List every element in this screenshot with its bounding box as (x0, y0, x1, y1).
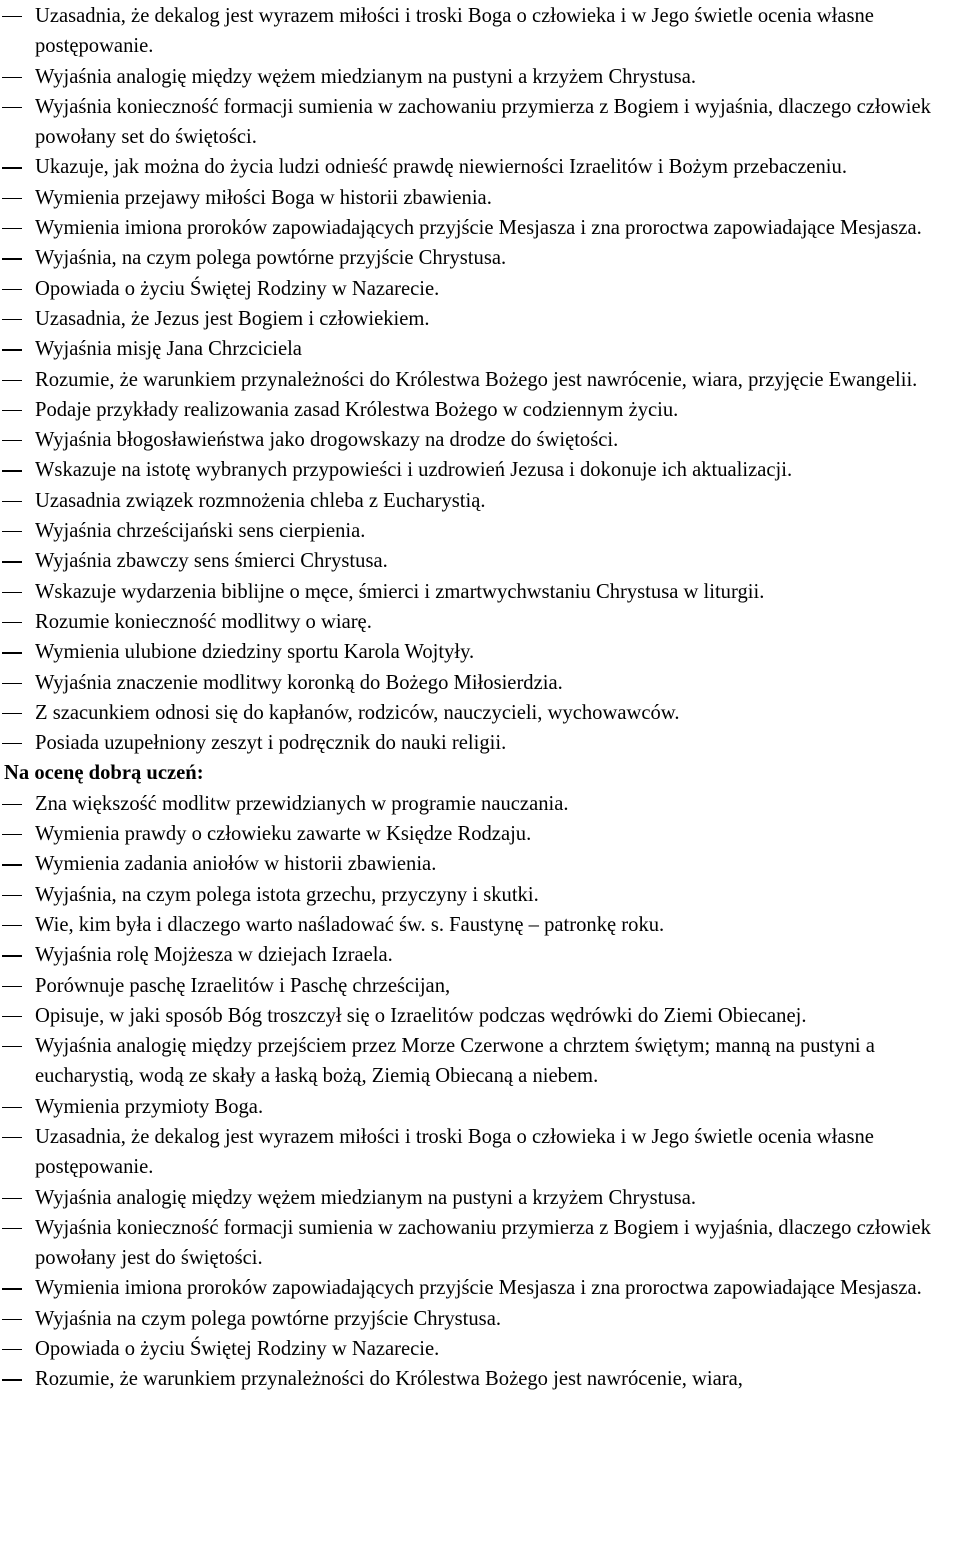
list-item: Opisuje, w jaki sposób Bóg troszczył się o Izraelitów podczas wędrówki do Ziemi Obiecanej. (0, 1001, 960, 1031)
list-item: Wyjaśnia misję Jana Chrzciciela (0, 334, 960, 364)
list-item: Rozumie konieczność modlitwy o wiarę. (0, 607, 960, 637)
list-item: Uzasadnia, że dekalog jest wyrazem miłości i troski Boga o człowieka i w Jego świetle ocenia własne postępowanie. (0, 1, 960, 62)
list-item: Wyjaśnia konieczność formacji sumienia w zachowaniu przymierza z Bogiem i wyjaśnia, dlaczego człowiek powołany jest do świętości. (0, 1213, 960, 1274)
list-item: Wyjaśnia znaczenie modlitwy koronką do Bożego Miłosierdzia. (0, 668, 960, 698)
list-item: Opowiada o życiu Świętej Rodziny w Nazarecie. (0, 1334, 960, 1364)
list-item: Wyjaśnia analogię między wężem miedzianym na pustyni a krzyżem Chrystusa. (0, 1183, 960, 1213)
list-item: Wie, kim była i dlaczego warto naśladować św. s. Faustynę – patronkę roku. (0, 910, 960, 940)
list-item: Uzasadnia, że dekalog jest wyrazem miłości i troski Boga o człowieka i w Jego świetle ocenia własne postępowanie. (0, 1122, 960, 1183)
list-item: Wyjaśnia rolę Mojżesza w dziejach Izraela. (0, 940, 960, 970)
list-item: Wyjaśnia konieczność formacji sumienia w zachowaniu przymierza z Bogiem i wyjaśnia, dlaczego człowiek powołany set do świętości. (0, 92, 960, 153)
list-item: Porównuje paschę Izraelitów i Paschę chrześcijan, (0, 971, 960, 1001)
list-item: Wskazuje wydarzenia biblijne o męce, śmierci i zmartwychwstaniu Chrystusa w liturgii. (0, 577, 960, 607)
list-item: Ukazuje, jak można do życia ludzi odnieść prawdę niewierności Izraelitów i Bożym przebaczeniu. (0, 152, 960, 182)
list-item: Uzasadnia związek rozmnożenia chleba z Eucharystią. (0, 486, 960, 516)
list-item: Wymienia zadania aniołów w historii zbawienia. (0, 849, 960, 879)
list-item: Podaje przykłady realizowania zasad Królestwa Bożego w codziennym życiu. (0, 395, 960, 425)
list-item: Wymienia przymioty Boga. (0, 1092, 960, 1122)
list-item: Opowiada o życiu Świętej Rodziny w Nazarecie. (0, 274, 960, 304)
list-item: Wyjaśnia, na czym polega powtórne przyjście Chrystusa. (0, 243, 960, 273)
list-item: Posiada uzupełniony zeszyt i podręcznik do nauki religii. (0, 728, 960, 758)
list-item: Wyjaśnia błogosławieństwa jako drogowskazy na drodze do świętości. (0, 425, 960, 455)
list-item: Rozumie, że warunkiem przynależności do Królestwa Bożego jest nawrócenie, wiara, przyjęcie Ewangelii. (0, 365, 960, 395)
list-item: Uzasadnia, że Jezus jest Bogiem i człowiekiem. (0, 304, 960, 334)
list-item: Wymienia prawdy o człowieku zawarte w Księdze Rodzaju. (0, 819, 960, 849)
list-item: Wymienia imiona proroków zapowiadających przyjście Mesjasza i zna proroctwa zapowiadające Mesjasza. (0, 213, 960, 243)
section-heading-good-grade: Na ocenę dobrą uczeń: (4, 762, 204, 785)
list-item: Wymienia imiona proroków zapowiadających przyjście Mesjasza i zna proroctwa zapowiadające Mesjasza. (0, 1273, 960, 1303)
list-item: Zna większość modlitw przewidzianych w programie nauczania. (0, 789, 960, 819)
list-item: Wyjaśnia analogię między wężem miedzianym na pustyni a krzyżem Chrystusa. (0, 62, 960, 92)
requirements-list-top (0, 1, 960, 758)
list-item: Wyjaśnia, na czym polega istota grzechu, przyczyny i skutki. (0, 880, 960, 910)
list-item: Rozumie, że warunkiem przynależności do Królestwa Bożego jest nawrócenie, wiara, (0, 1364, 960, 1394)
list-item: Wyjaśnia na czym polega powtórne przyjście Chrystusa. (0, 1304, 960, 1334)
requirements-list-good-grade (0, 789, 960, 1395)
list-item: Z szacunkiem odnosi się do kapłanów, rodziców, nauczycieli, wychowawców. (0, 698, 960, 728)
list-item: Wymienia ulubione dziedziny sportu Karola Wojtyły. (0, 637, 960, 667)
list-item: Wskazuje na istotę wybranych przypowieści i uzdrowień Jezusa i dokonuje ich aktualizacji. (0, 455, 960, 485)
list-item: Wyjaśnia analogię między przejściem przez Morze Czerwone a chrztem świętym; manną na pustyni a eucharystią, wodą ze skały a łaską bożą, Ziemią Obiecaną a niebem. (0, 1031, 960, 1092)
list-item: Wymienia przejawy miłości Boga w historii zbawienia. (0, 183, 960, 213)
list-item: Wyjaśnia zbawczy sens śmierci Chrystusa. (0, 546, 960, 576)
list-item: Wyjaśnia chrześcijański sens cierpienia. (0, 516, 960, 546)
